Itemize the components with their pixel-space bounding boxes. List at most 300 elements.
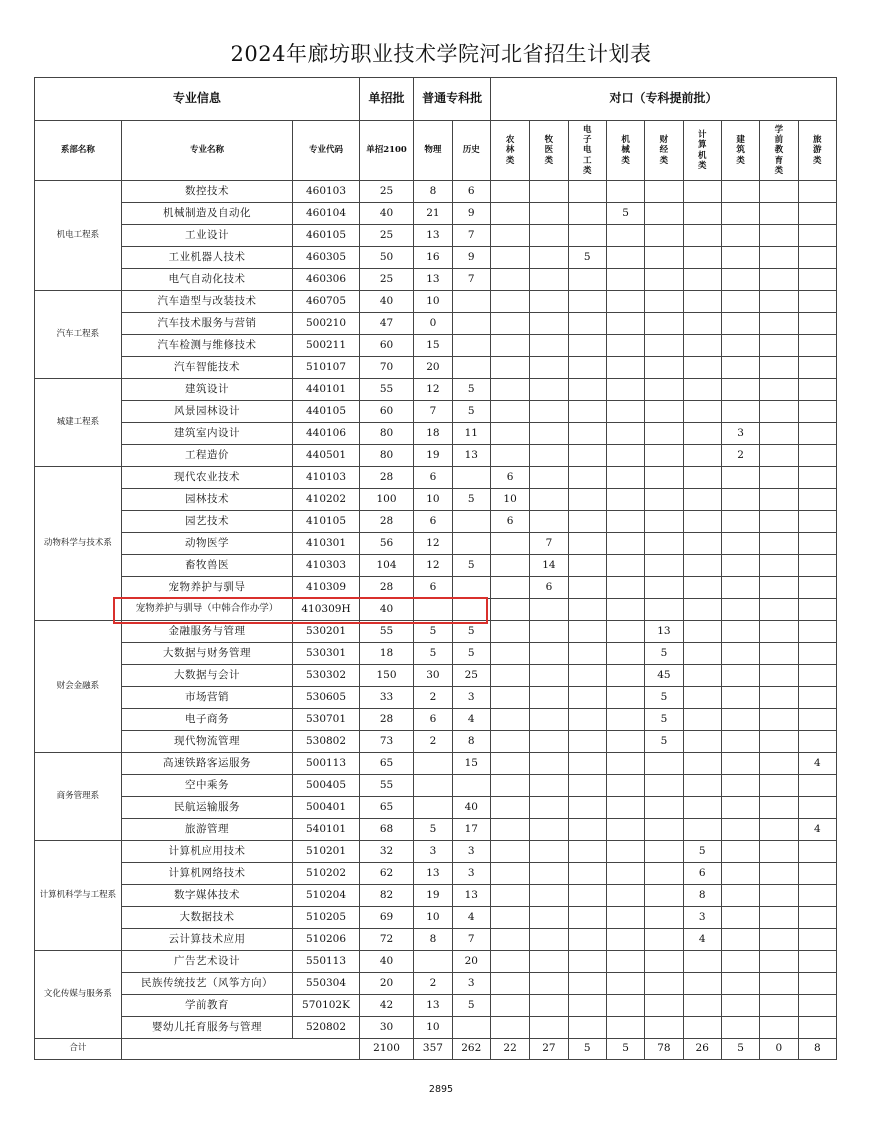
- header-duikou-label: 旅游类: [813, 135, 822, 166]
- duikou-count: [760, 379, 798, 401]
- duikou-count: [530, 841, 568, 863]
- duikou-count: [530, 291, 568, 313]
- duikou-count: [490, 225, 529, 247]
- duikou-count: [798, 533, 836, 555]
- major-name: 现代物流管理: [121, 731, 292, 753]
- header-single-count: 单招2100: [359, 121, 413, 181]
- single-count: 60: [359, 335, 413, 357]
- major-name: 婴幼儿托育服务与管理: [121, 1017, 292, 1039]
- major-name: 畜牧兽医: [121, 555, 292, 577]
- duikou-count: [490, 291, 529, 313]
- duikou-count: 6: [490, 511, 529, 533]
- major-name: 大数据与会计: [121, 665, 292, 687]
- duikou-count: [490, 885, 529, 907]
- duikou-count: 10: [490, 489, 529, 511]
- major-code: 530201: [293, 621, 360, 643]
- header-duikou-category: [490, 121, 529, 181]
- duikou-count: [606, 577, 644, 599]
- major-code: 460105: [293, 225, 360, 247]
- major-code: 460705: [293, 291, 360, 313]
- duikou-count: [568, 379, 606, 401]
- duikou-count: [568, 1017, 606, 1039]
- header-major-name: 专业名称: [121, 121, 292, 181]
- duikou-count: [760, 973, 798, 995]
- major-code: 570102K: [293, 995, 360, 1017]
- duikou-count: [798, 863, 836, 885]
- duikou-count: [760, 335, 798, 357]
- duikou-count: [490, 269, 529, 291]
- duikou-count: [683, 511, 721, 533]
- duikou-count: [490, 929, 529, 951]
- history-count: 4: [452, 709, 490, 731]
- major-code: 500401: [293, 797, 360, 819]
- duikou-count: [760, 203, 798, 225]
- duikou-count: [760, 401, 798, 423]
- duikou-count: [606, 709, 644, 731]
- duikou-count: [683, 1017, 721, 1039]
- total-duikou: 78: [645, 1039, 683, 1060]
- duikou-count: [683, 665, 721, 687]
- single-count: 33: [359, 687, 413, 709]
- duikou-count: [721, 995, 759, 1017]
- duikou-count: [721, 885, 759, 907]
- duikou-count: [645, 775, 683, 797]
- duikou-count: [645, 929, 683, 951]
- duikou-count: [568, 335, 606, 357]
- duikou-count: [645, 467, 683, 489]
- duikou-count: [530, 379, 568, 401]
- duikou-count: [760, 269, 798, 291]
- single-count: 25: [359, 269, 413, 291]
- duikou-count: [568, 181, 606, 203]
- duikou-count: [760, 445, 798, 467]
- table-row: [35, 489, 837, 511]
- history-count: 4: [452, 907, 490, 929]
- duikou-count: [490, 379, 529, 401]
- history-count: 13: [452, 445, 490, 467]
- table-row: [35, 621, 837, 643]
- table-row: [35, 533, 837, 555]
- total-duikou: 0: [760, 1039, 798, 1060]
- duikou-count: [798, 335, 836, 357]
- physics-count: 2: [414, 973, 452, 995]
- duikou-count: [490, 577, 529, 599]
- header-duikou-label: 财经类: [659, 135, 669, 166]
- major-name: 旅游管理: [121, 819, 292, 841]
- table-row: [35, 511, 837, 533]
- page-number: 2895: [428, 1084, 454, 1095]
- physics-count: [414, 599, 452, 621]
- duikou-count: [683, 621, 721, 643]
- major-name: 数控技术: [121, 181, 292, 203]
- duikou-count: [683, 951, 721, 973]
- major-code: 410309: [293, 577, 360, 599]
- duikou-count: [568, 929, 606, 951]
- major-code: 510204: [293, 885, 360, 907]
- history-count: 3: [452, 863, 490, 885]
- header-duikou-label: 电子电工类: [583, 125, 592, 176]
- major-code: 550304: [293, 973, 360, 995]
- single-count: 40: [359, 203, 413, 225]
- duikou-count: [798, 1017, 836, 1039]
- duikou-count: [645, 577, 683, 599]
- header-duikou-category: [568, 121, 606, 181]
- duikou-count: 13: [645, 621, 683, 643]
- duikou-count: [606, 753, 644, 775]
- duikou-count: [568, 313, 606, 335]
- history-count: 40: [452, 797, 490, 819]
- duikou-count: [606, 1017, 644, 1039]
- duikou-count: [530, 819, 568, 841]
- major-name: 工业机器人技术: [121, 247, 292, 269]
- duikou-count: [530, 863, 568, 885]
- header-duikou-batch: 对口（专科提前批）: [490, 78, 836, 121]
- duikou-count: [490, 555, 529, 577]
- physics-count: [414, 951, 452, 973]
- history-count: [452, 599, 490, 621]
- duikou-count: [721, 467, 759, 489]
- table-row: [35, 555, 837, 577]
- duikou-count: [683, 269, 721, 291]
- duikou-count: [798, 379, 836, 401]
- duikou-count: 4: [798, 753, 836, 775]
- duikou-count: [760, 797, 798, 819]
- header-duikou-category: [721, 121, 759, 181]
- enrollment-plan-table: [34, 77, 837, 1060]
- major-name: 数字媒体技术: [121, 885, 292, 907]
- dept-name: 汽车工程系: [35, 291, 122, 379]
- major-name: 汽车智能技术: [121, 357, 292, 379]
- major-code: 530605: [293, 687, 360, 709]
- duikou-count: [606, 797, 644, 819]
- header-duikou-category: [760, 121, 798, 181]
- duikou-count: [568, 489, 606, 511]
- table-row: [35, 291, 837, 313]
- duikou-count: [798, 269, 836, 291]
- single-count: 28: [359, 511, 413, 533]
- history-count: 3: [452, 841, 490, 863]
- duikou-count: [490, 995, 529, 1017]
- duikou-count: [798, 775, 836, 797]
- major-name: 计算机应用技术: [121, 841, 292, 863]
- duikou-count: [606, 863, 644, 885]
- major-code: 500113: [293, 753, 360, 775]
- duikou-count: [683, 335, 721, 357]
- total-duikou: 22: [490, 1039, 529, 1060]
- duikou-count: [645, 357, 683, 379]
- header-duikou-label: 牧医类: [544, 135, 554, 166]
- duikou-count: [760, 995, 798, 1017]
- physics-count: 15: [414, 335, 452, 357]
- duikou-count: [568, 775, 606, 797]
- major-name: 大数据技术: [121, 907, 292, 929]
- major-name: 宠物养护与驯导（中韩合作办学）: [121, 599, 292, 621]
- duikou-count: [568, 269, 606, 291]
- duikou-count: [683, 797, 721, 819]
- duikou-count: [530, 731, 568, 753]
- duikou-count: [645, 511, 683, 533]
- history-count: 11: [452, 423, 490, 445]
- history-count: [452, 291, 490, 313]
- single-count: 100: [359, 489, 413, 511]
- major-code: 410105: [293, 511, 360, 533]
- history-count: 25: [452, 665, 490, 687]
- duikou-count: [798, 951, 836, 973]
- duikou-count: [721, 929, 759, 951]
- duikou-count: [721, 489, 759, 511]
- dept-name: 动物科学与技术系: [35, 467, 122, 621]
- history-count: [452, 533, 490, 555]
- header-duikou-label: 机械类: [621, 135, 630, 166]
- duikou-count: [490, 753, 529, 775]
- table-row: [35, 1017, 837, 1039]
- duikou-count: [721, 643, 759, 665]
- duikou-count: [530, 665, 568, 687]
- history-count: [452, 775, 490, 797]
- duikou-count: [760, 621, 798, 643]
- history-count: 17: [452, 819, 490, 841]
- duikou-count: [606, 687, 644, 709]
- major-code: 550113: [293, 951, 360, 973]
- major-code: 460104: [293, 203, 360, 225]
- header-single-batch: 单招批: [359, 78, 413, 121]
- duikou-count: [530, 951, 568, 973]
- physics-count: [414, 753, 452, 775]
- duikou-count: [530, 775, 568, 797]
- header-physics: 物理: [414, 121, 452, 181]
- duikou-count: [568, 291, 606, 313]
- table-row: [35, 577, 837, 599]
- single-count: 50: [359, 247, 413, 269]
- header-dept: 系部名称: [35, 121, 122, 181]
- duikou-count: [760, 511, 798, 533]
- history-count: 20: [452, 951, 490, 973]
- duikou-count: [798, 423, 836, 445]
- duikou-count: [568, 621, 606, 643]
- dept-name: 商务管理系: [35, 753, 122, 841]
- duikou-count: [645, 797, 683, 819]
- history-count: 7: [452, 269, 490, 291]
- major-code: 440105: [293, 401, 360, 423]
- duikou-count: [606, 181, 644, 203]
- duikou-count: [606, 401, 644, 423]
- table-row: [35, 929, 837, 951]
- duikou-count: [760, 555, 798, 577]
- table-row: [35, 643, 837, 665]
- table-row: [35, 775, 837, 797]
- total-row: [35, 1039, 837, 1060]
- table-row: [35, 995, 837, 1017]
- duikou-count: [490, 599, 529, 621]
- major-code: 410103: [293, 467, 360, 489]
- single-count: 62: [359, 863, 413, 885]
- header-major-info: 专业信息: [35, 78, 360, 121]
- physics-count: 21: [414, 203, 452, 225]
- duikou-count: [530, 621, 568, 643]
- duikou-count: [568, 643, 606, 665]
- duikou-count: [798, 885, 836, 907]
- duikou-count: [490, 203, 529, 225]
- duikou-count: [645, 401, 683, 423]
- duikou-count: [606, 555, 644, 577]
- major-code: 500211: [293, 335, 360, 357]
- history-count: 3: [452, 973, 490, 995]
- duikou-count: [798, 621, 836, 643]
- single-count: 80: [359, 423, 413, 445]
- major-name: 学前教育: [121, 995, 292, 1017]
- duikou-count: [645, 973, 683, 995]
- duikou-count: [568, 687, 606, 709]
- table-row: [35, 203, 837, 225]
- dept-name: 文化传媒与服务系: [35, 951, 122, 1039]
- duikou-count: [721, 599, 759, 621]
- duikou-count: [606, 511, 644, 533]
- duikou-count: [798, 247, 836, 269]
- physics-count: 13: [414, 995, 452, 1017]
- header-group-row: [35, 78, 837, 121]
- physics-count: 13: [414, 269, 452, 291]
- duikou-count: 5: [683, 841, 721, 863]
- duikou-count: [760, 775, 798, 797]
- table-row: [35, 709, 837, 731]
- total-empty-cell: [121, 1039, 359, 1060]
- duikou-count: [721, 687, 759, 709]
- duikou-count: [645, 291, 683, 313]
- history-count: 5: [452, 489, 490, 511]
- header-history: 历史: [452, 121, 490, 181]
- duikou-count: [721, 181, 759, 203]
- duikou-count: [606, 951, 644, 973]
- dept-name: 城建工程系: [35, 379, 122, 467]
- single-count: 69: [359, 907, 413, 929]
- duikou-count: [683, 533, 721, 555]
- major-code: 410301: [293, 533, 360, 555]
- duikou-count: [798, 687, 836, 709]
- duikou-count: [645, 533, 683, 555]
- duikou-count: [606, 775, 644, 797]
- single-count: 25: [359, 181, 413, 203]
- duikou-count: [645, 819, 683, 841]
- major-code: 410309H: [293, 599, 360, 621]
- duikou-count: 8: [683, 885, 721, 907]
- duikou-count: [490, 687, 529, 709]
- duikou-count: [606, 313, 644, 335]
- table-row: [35, 863, 837, 885]
- duikou-count: [606, 269, 644, 291]
- major-name: 大数据与财务管理: [121, 643, 292, 665]
- physics-count: 7: [414, 401, 452, 423]
- duikou-count: [798, 401, 836, 423]
- major-code: 410303: [293, 555, 360, 577]
- single-count: 104: [359, 555, 413, 577]
- physics-count: 5: [414, 643, 452, 665]
- major-name: 宠物养护与驯导: [121, 577, 292, 599]
- physics-count: 13: [414, 225, 452, 247]
- table-row: [35, 731, 837, 753]
- duikou-count: [683, 313, 721, 335]
- history-count: [452, 335, 490, 357]
- single-count: 60: [359, 401, 413, 423]
- history-count: 5: [452, 643, 490, 665]
- duikou-count: [568, 445, 606, 467]
- single-count: 28: [359, 709, 413, 731]
- single-count: 28: [359, 467, 413, 489]
- duikou-count: [721, 247, 759, 269]
- duikou-count: 5: [645, 709, 683, 731]
- duikou-count: [645, 313, 683, 335]
- duikou-count: [721, 841, 759, 863]
- single-count: 40: [359, 291, 413, 313]
- duikou-count: 4: [683, 929, 721, 951]
- duikou-count: [760, 489, 798, 511]
- duikou-count: [798, 181, 836, 203]
- table-row: [35, 445, 837, 467]
- duikou-count: [798, 929, 836, 951]
- major-name: 市场营销: [121, 687, 292, 709]
- duikou-count: [606, 445, 644, 467]
- single-count: 65: [359, 753, 413, 775]
- duikou-count: [568, 819, 606, 841]
- physics-count: 12: [414, 533, 452, 555]
- duikou-count: [606, 907, 644, 929]
- single-count: 30: [359, 1017, 413, 1039]
- duikou-count: 5: [645, 687, 683, 709]
- table-row: [35, 401, 837, 423]
- major-name: 工程造价: [121, 445, 292, 467]
- single-count: 20: [359, 973, 413, 995]
- single-count: 55: [359, 621, 413, 643]
- major-name: 广告艺术设计: [121, 951, 292, 973]
- history-count: [452, 577, 490, 599]
- duikou-count: [490, 841, 529, 863]
- table-row: [35, 247, 837, 269]
- physics-count: 30: [414, 665, 452, 687]
- history-count: 7: [452, 225, 490, 247]
- duikou-count: [798, 225, 836, 247]
- header-major-code: 专业代码: [293, 121, 360, 181]
- duikou-count: [798, 709, 836, 731]
- duikou-count: [721, 313, 759, 335]
- table-row: [35, 467, 837, 489]
- duikou-count: [530, 643, 568, 665]
- total-duikou: 27: [530, 1039, 568, 1060]
- history-count: 8: [452, 731, 490, 753]
- duikou-count: [683, 203, 721, 225]
- page-title: 2024年廊坊职业技术学院河北省招生计划表: [230, 42, 652, 66]
- duikou-count: 3: [683, 907, 721, 929]
- duikou-count: [798, 489, 836, 511]
- duikou-count: [760, 863, 798, 885]
- duikou-count: [530, 247, 568, 269]
- duikou-count: [530, 511, 568, 533]
- duikou-count: [683, 291, 721, 313]
- duikou-count: [683, 423, 721, 445]
- table-row: [35, 885, 837, 907]
- duikou-count: [530, 1017, 568, 1039]
- duikou-count: 5: [606, 203, 644, 225]
- duikou-count: [760, 731, 798, 753]
- duikou-count: 6: [683, 863, 721, 885]
- table-row: [35, 841, 837, 863]
- duikou-count: 45: [645, 665, 683, 687]
- single-count: 55: [359, 775, 413, 797]
- duikou-count: [530, 753, 568, 775]
- total-physics: 357: [414, 1039, 452, 1060]
- single-count: 70: [359, 357, 413, 379]
- duikou-count: [490, 313, 529, 335]
- major-name: 计算机网络技术: [121, 863, 292, 885]
- header-regular-batch: 普通专科批: [414, 78, 491, 121]
